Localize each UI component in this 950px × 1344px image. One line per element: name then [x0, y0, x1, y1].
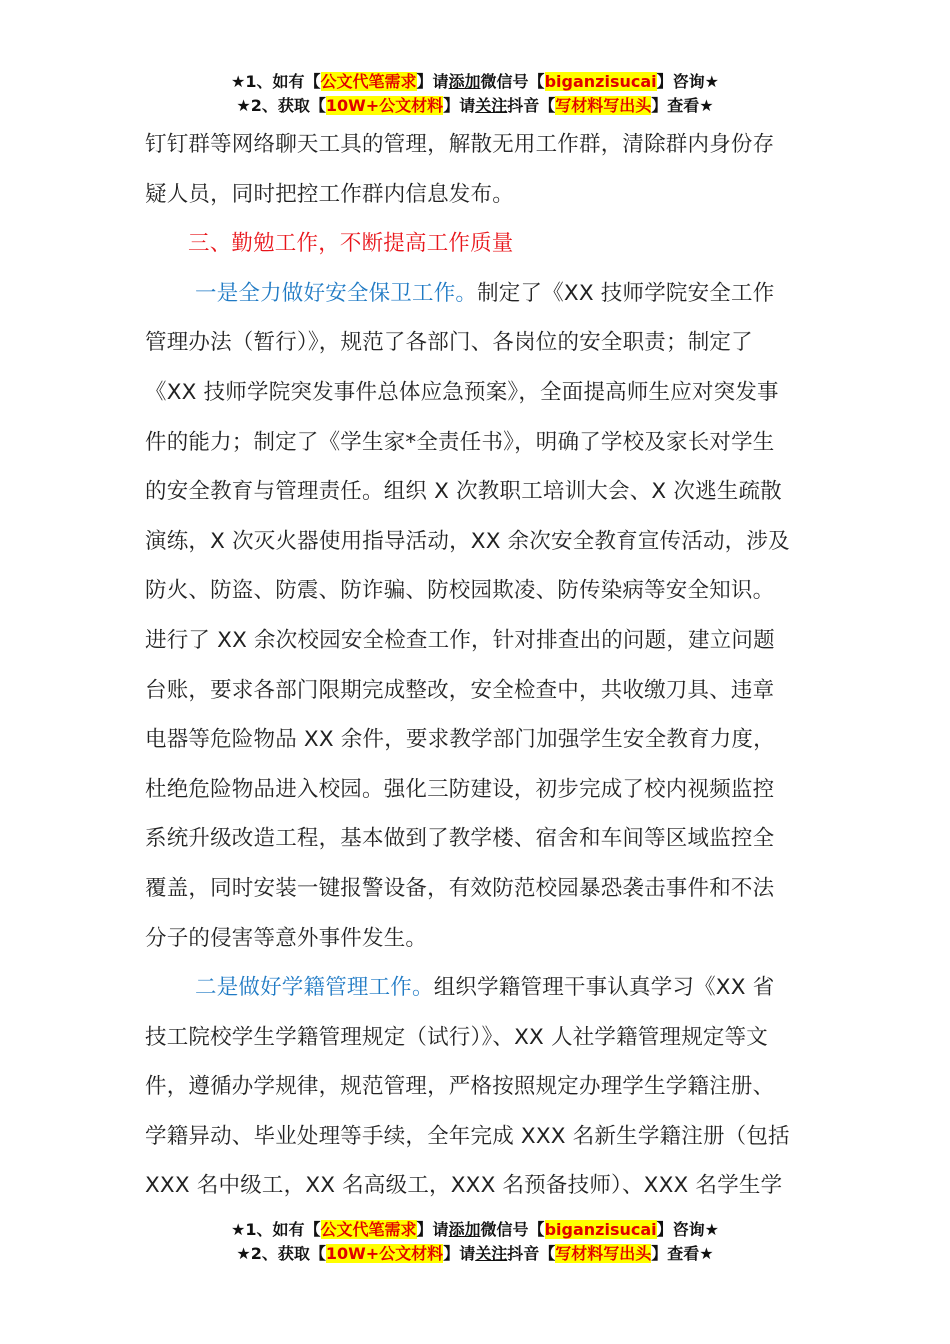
- text-line: 台账，要求各部门限期完成整改，安全检查中，共收缴刀具、违章: [145, 677, 775, 703]
- highlight-text: 公文代笔需求: [320, 1220, 417, 1239]
- banner-line-2: ★2、获取【10W+公文材料】请关注抖音【写材料写出头】查看★: [236, 1244, 714, 1263]
- text-line: 防火、防盗、防震、防诈骗、防校园欺凌、防传染病等安全知识。: [145, 578, 775, 604]
- text-line: 件的能力；制定了《学生家*全责任书》，明确了学校及家长对学生: [145, 429, 775, 455]
- text-line: 件，遵循办学规律，规范管理，严格按照规定办理学生学籍注册、: [145, 1074, 775, 1100]
- text-line: 电器等危险物品 XX 余件，要求教学部门加强学生安全教育力度，: [145, 727, 775, 753]
- text-line: 《XX 技师学院突发事件总体应急预案》，全面提高师生应对突发事: [145, 379, 779, 405]
- text-line: 杜绝危险物品进入校园。强化三防建设，初步完成了校内视频监控: [145, 776, 775, 802]
- douyin-account: 写材料写出头: [555, 1244, 652, 1263]
- paragraph-lead: 二是做好学籍管理工作。: [195, 975, 434, 1001]
- text-line: 钉钉群等网络聊天工具的管理，解散无用工作群，清除群内身份存: [145, 132, 775, 157]
- banner-line-1: ★1、如有【公文代笔需求】请添加微信号【biganzisucai】咨询★: [231, 1220, 719, 1239]
- text-line: 系统升级改造工程，基本做到了教学楼、宿舍和车间等区域监控全: [145, 826, 775, 852]
- banner-line-2: ★2、获取【10W+公文材料】请关注抖音【写材料写出头】查看★: [236, 96, 714, 115]
- highlight-text: 10W+公文材料: [325, 96, 444, 115]
- text-line: 进行了 XX 余次校园安全检查工作，针对排查出的问题，建立问题: [145, 627, 775, 653]
- highlight-text: 10W+公文材料: [325, 1244, 444, 1263]
- text-line: XXX 名中级工，XX 名高级工，XXX 名预备技师）、XXX 名学生学: [145, 1173, 783, 1199]
- text-line: 覆盖，同时安装一键报警设备，有效防范校园暴恐袭击事件和不法: [145, 875, 775, 901]
- text-line: 分子的侵害等意外事件发生。: [145, 925, 428, 951]
- banner-line-1: ★1、如有【公文代笔需求】请添加微信号【biganzisucai】咨询★: [231, 72, 719, 91]
- bottom-banner: [0, 1218, 950, 1266]
- paragraph-lead: 一是全力做好安全保卫工作。: [195, 280, 478, 306]
- text-line: 的安全教育与管理责任。组织 X 次教职工培训大会、X 次逃生疏散: [145, 479, 782, 505]
- wechat-id: biganzisucai: [544, 1220, 657, 1239]
- wechat-id: biganzisucai: [544, 72, 657, 91]
- highlight-text: 公文代笔需求: [320, 72, 417, 91]
- paragraph-first-line: 二是做好学籍管理工作。组织学籍管理干事认真学习《XX 省: [195, 975, 775, 1001]
- text-line: 学籍异动、毕业处理等手续，全年完成 XXX 名新生学籍注册（包括: [145, 1123, 790, 1149]
- paragraph-first-line: 一是全力做好安全保卫工作。制定了《XX 技师学院安全工作: [195, 280, 775, 306]
- text-line: 演练，X 次灭火器使用指导活动，XX 余次安全教育宣传活动，涉及: [145, 528, 790, 554]
- top-banner: [0, 70, 950, 118]
- text-line: 疑人员，同时把控工作群内信息发布。: [145, 181, 514, 207]
- text-line: 技工院校学生学籍管理规定（试行）》、XX 人社学籍管理规定等文: [145, 1024, 768, 1050]
- douyin-account: 写材料写出头: [555, 96, 652, 115]
- text-line: 管理办法（暂行）》，规范了各部门、各岗位的安全职责；制定了: [145, 330, 753, 356]
- document-body: [145, 120, 813, 1211]
- section-heading: 三、勤勉工作，不断提高工作质量: [188, 231, 514, 257]
